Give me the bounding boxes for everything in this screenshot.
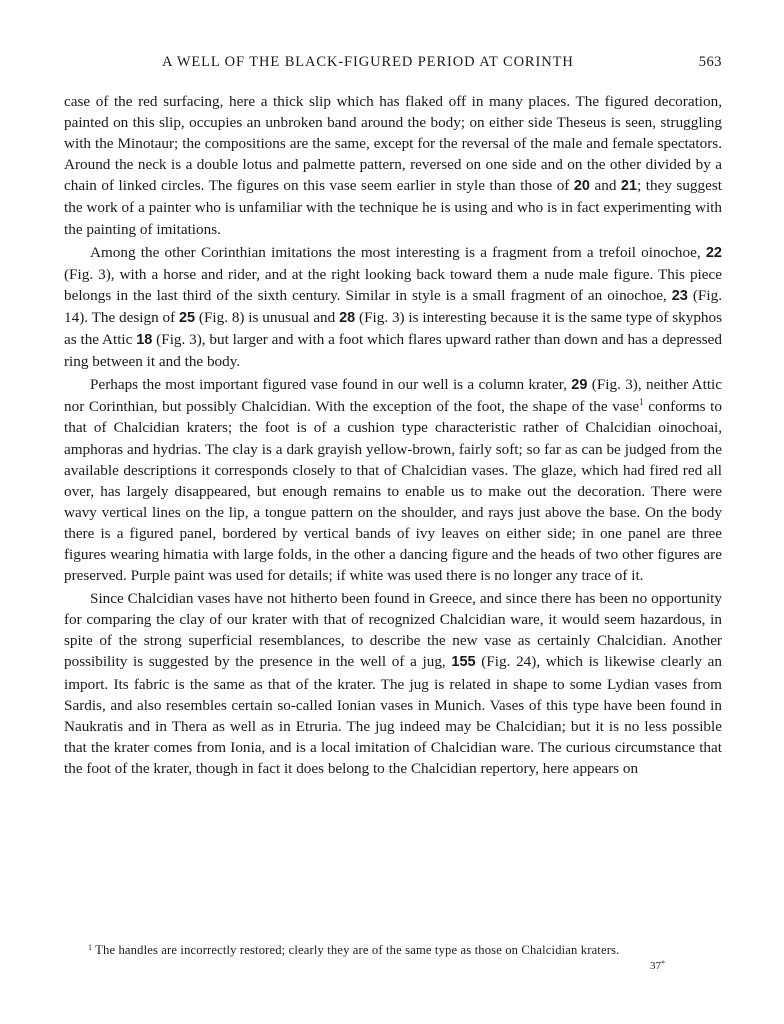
text-segment: (Fig. 3) is interesting because it is the same type of skyphos as the Attic — [64, 308, 723, 349]
running-title: A WELL OF THE BLACK-FIGURED PERIOD AT CORINTH — [162, 54, 574, 70]
paragraph — [64, 374, 722, 586]
text-segment: and — [589, 177, 621, 195]
text-segment: Perhaps the most important figured vase found in our well is a column krater, — [90, 376, 572, 394]
footnote-reference: 1 — [639, 397, 644, 408]
text-segment: (Fig. 3), with a horse and rider, and at the right looking back toward them a nude male figure. This piece belongs in the last third of the sixth century. Similar in style is a small fragment of an oinochoe, — [64, 265, 722, 304]
paragraph — [64, 242, 722, 373]
catalogue-number: 18 — [136, 332, 153, 349]
catalogue-number: 155 — [451, 654, 476, 671]
catalogue-number: 28 — [339, 309, 356, 326]
page-number: 563 — [698, 54, 722, 70]
signature-asterisk: * — [661, 959, 665, 968]
text-segment: (Fig. 3), but larger and with a foot which flares upward rather than down and has a depressed ring between it and the body. — [64, 331, 722, 371]
running-header — [64, 52, 722, 80]
text-segment: Among the other Corinthian imitations the most interesting is a fragment from a trefoil oinochoe, — [90, 243, 706, 261]
footnote-mark: 1 — [88, 943, 93, 952]
text-segment: ; they suggest the work of a painter who is unfamiliar with the technique he is using and who is in fact experimenting with the painting of imitations. — [64, 177, 722, 238]
catalogue-number: 23 — [671, 287, 688, 304]
text-segment: (Fig. 3), neither Attic nor Corinthian, but possibly Chalcidian. With the exception of the foot, the shape of the vase — [64, 376, 722, 416]
catalogue-number: 22 — [705, 244, 722, 261]
footnote — [88, 943, 728, 958]
text-segment: (Fig. 8) is unusual and — [195, 308, 340, 326]
page — [64, 52, 722, 781]
footnote-text: The handles are incorrectly restored; clearly they are of the same type as those on Chalcidian kraters. — [95, 943, 620, 957]
signature-number: 37 — [650, 960, 661, 972]
text-segment: Since Chalcidian vases have not hitherto been found in Greece, and since there has been no opportunity for comparing the clay of our krater with that of recognized Chalcidian ware, it would seem hazardous, in spite of the strong superficial resemblances, to describe the new vase as certainly Chalcidian. Another possibility is suggested by the presence in the well of a jug, — [64, 590, 722, 671]
signature-mark — [650, 960, 665, 972]
text-segment: (Fig. 14). The design of — [64, 286, 722, 326]
text-segment: conforms to that of Chalcidian kraters; the foot is of a cushion type characteristic rather of Chalcidian oinochoai, amphoras and hydrias. The clay is a dark grayish yellow-brown, fairly soft; so far as can be judged from the available descriptions it corresponds closely to that of Chalcidian vases. The glaze, which had fired red all over, has largely disappeared, but enough remains to enable us to make out the decoration. There were wavy vertical lines on the lip, a tongue pattern on the shoulder, and rays just above the base. On the body there is a figured panel, bordered by vertical bands of ivy leaves on either side; in one panel are three figures wearing himatia with large folds, in the other a dancing figure and the heads of two other figures are preserved. Purple paint was used for details; if white was used there is no longer any trace of it. — [64, 398, 722, 585]
paragraph — [64, 588, 722, 779]
catalogue-number: 20 — [573, 178, 590, 195]
paragraph — [64, 91, 722, 240]
catalogue-number: 25 — [178, 309, 196, 326]
text-segment: case of the red surfacing, here a thick slip which has flaked off in many places. The figured decoration, painted on this slip, occupies an unbroken band around the body; on either side Theseus is seen, struggling with the Minotaur; the compositions are the same, except for the reversal of the male and female spectators. Around the neck is a double lotus and palmette pattern, reversed on one side and on the other divided by a chain of linked circles. The figures on this vase seem earlier in style than those of — [64, 93, 722, 195]
body-text — [64, 91, 722, 779]
catalogue-number: 21 — [620, 178, 638, 195]
text-segment: (Fig. 24), which is likewise clearly an import. Its fabric is the same as that of the krater. The jug is related in shape to some Lydian vases from Sardis, and also resembles certain so-called Ionian vases in Munich. Vases of this type have been found in Naukratis and in Thera as well as in Etruria. The jug indeed may be Chalcidian; but it is no less possible that the krater comes from Ionia, and is a local imitation of Chalcidian ware. The curious circumstance that the foot of the krater, though in fact it does belong to the Chalcidian repertory, here appears on — [64, 653, 722, 777]
catalogue-number: 29 — [571, 377, 588, 394]
